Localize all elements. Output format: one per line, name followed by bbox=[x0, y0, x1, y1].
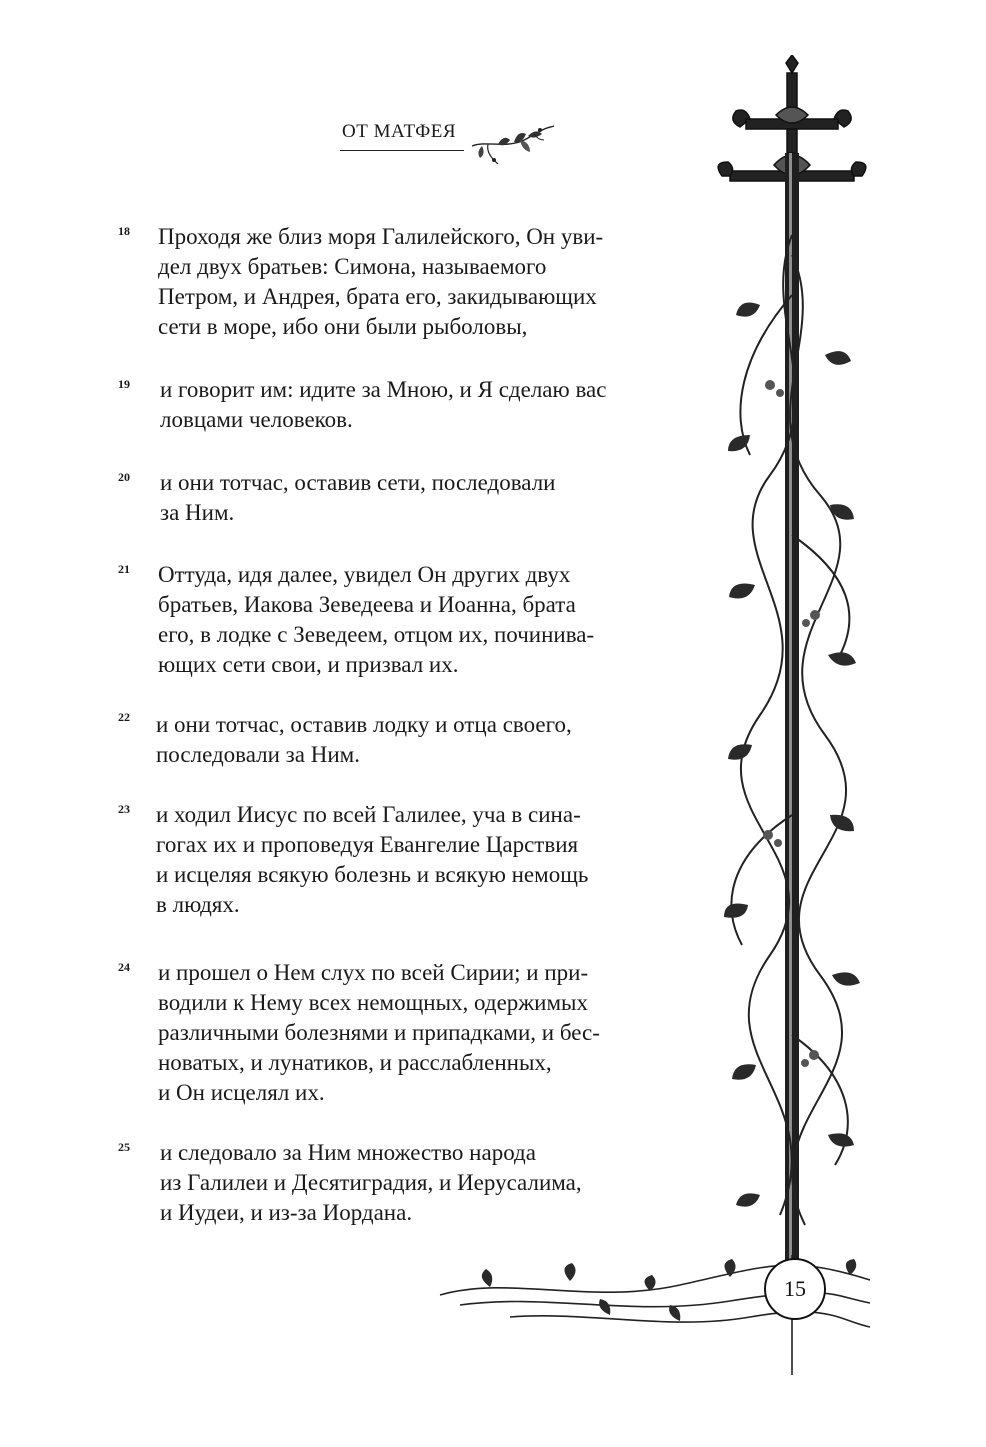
verse-line: и Иудеи, и из-за Иордана. bbox=[160, 1200, 413, 1225]
verse-line: водили к Нему всех немощных, одержимых bbox=[158, 990, 589, 1015]
verse-line: и ходил Иисус по всей Галилее, уча в сина- bbox=[156, 802, 581, 827]
verse-number: 22 bbox=[118, 710, 130, 724]
vine-cross-pillar-icon bbox=[430, 55, 875, 1385]
verse-line: и прошел о Нем слух по всей Сирии; и при- bbox=[158, 960, 589, 985]
verse-number: 21 bbox=[118, 562, 130, 576]
verse-number: 23 bbox=[118, 802, 130, 816]
verse-line: Оттуда, идя далее, увидел Он других двух bbox=[158, 562, 571, 587]
verse-line: и исцеляя всякую болезнь и всякую немощь bbox=[156, 862, 589, 887]
running-header-title: ОТ МАТФЕЯ bbox=[340, 120, 464, 151]
verse-line: в людях. bbox=[156, 892, 240, 917]
verse-line: и они тотчас, оставив лодку и отца своего, bbox=[156, 712, 572, 737]
verse-line: последовали за Ним. bbox=[156, 742, 360, 767]
verse-line: ющих сети свои, и призвал их. bbox=[158, 652, 459, 677]
verse-number: 25 bbox=[118, 1140, 130, 1154]
verse-line: гогах их и проповедуя Евангелие Царствия bbox=[156, 832, 579, 857]
verse-line: и говорит им: идите за Мною, и Я сделаю вас bbox=[160, 377, 607, 402]
verse-line: и Он исцелял их. bbox=[158, 1080, 325, 1105]
verse-line: и следовало за Ним множество народа bbox=[160, 1140, 536, 1165]
verse-line: дел двух братьев: Симона, называемого bbox=[158, 254, 547, 279]
verse-line: братьев, Иакова Зеведеева и Иоанна, брата bbox=[158, 592, 576, 617]
verse-line: за Ним. bbox=[160, 500, 235, 525]
verse-line: различными болезнями и припадками, и бес- bbox=[158, 1020, 600, 1045]
verse-number: 20 bbox=[118, 470, 130, 484]
verse-line: ловцами человеков. bbox=[160, 407, 353, 432]
page-number: 15 bbox=[764, 1258, 826, 1320]
verse-number: 24 bbox=[118, 960, 130, 974]
verse-line: сети в море, ибо они были рыболовы, bbox=[158, 314, 528, 339]
verse-number: 19 bbox=[118, 377, 130, 391]
verse-line: новатых, и лунатиков, и расслабленных, bbox=[158, 1050, 552, 1075]
verse-line: Проходя же близ моря Галилейского, Он уви- bbox=[158, 224, 604, 249]
verse-line: и они тотчас, оставив сети, последовали bbox=[160, 470, 556, 495]
verse-line: Петром, и Андрея, брата его, закидывающих bbox=[158, 284, 597, 309]
verse-line: его, в лодке с Зеведеем, отцом их, починива- bbox=[158, 622, 595, 647]
verse-line: из Галилеи и Десятиградия, и Иерусалима, bbox=[160, 1170, 582, 1195]
verse-number: 18 bbox=[118, 224, 130, 238]
